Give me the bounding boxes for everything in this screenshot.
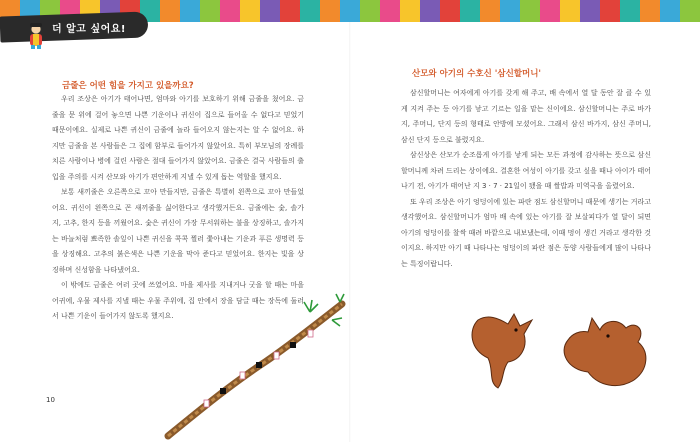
stripe-segment — [620, 0, 640, 22]
right-section-heading: 산모와 아기의 수호신 '삼신할머니' — [412, 69, 542, 79]
stripe-segment — [660, 0, 680, 22]
stripe-segment — [380, 0, 400, 22]
stripe-segment — [160, 0, 180, 22]
stripe-segment — [600, 0, 620, 22]
right-paragraph: 또 우리 조상은 아기 엉덩이에 있는 파란 점도 삼신할머니 때문에 생기는 거라고 생각했어요. 삼신할머니가 엄마 배 속에 있는 아기를 잘 보살피다가 열 달이 되면 아기의 엉덩이를 찰싹 때려 바깥으로 내보냈는데, 이때 멍이 생긴 거라고 생각한 것이지요. 하지만 아기 때 나타나는 엉덩이의 파란 점은 동양 사람들에게 많이 나타나는 특징이랍니다. — [401, 197, 651, 268]
left-section-heading: 금줄은 어떤 힘을 가지고 있을까요? — [62, 81, 194, 91]
stripe-segment — [220, 0, 240, 22]
stripe-segment — [640, 0, 660, 22]
stripe-segment — [560, 0, 580, 22]
stripe-segment — [320, 0, 340, 22]
stripe-segment — [300, 0, 320, 22]
left-paragraph: 이 밖에도 금줄은 여러 곳에 쓰였어요. 마을 제사를 지내거나 굿을 할 때는 마을 어귀에, 우물 제사를 지낼 때는 우물 주위에, 집 안에서 장을 담글 때는 장독에 둘러서 나쁜 기운이 들어가지 않도록 했지요. — [52, 281, 304, 320]
left-paragraph: 보통 새끼줄은 오른쪽으로 꼬아 만들지만, 금줄은 특별히 왼쪽으로 꼬아 만들었어요. 귀신이 왼쪽으로 꼰 새끼줄을 싫어한다고 생각했거든요. 금줄에는 숯, 솔가지, 고추, 한지 등을 끼웠어요. 숯은 귀신이 가장 무서워하는 불을 상징하고, 솔가지는 바늘처럼 뾰족한 솔잎이 나쁜 귀신을 콕콕 찔러 쫓아내는 기운과 푸른 생명력 등을 상징해요. 고추의 붉은색은 나쁜 기운을 막아 준다고 믿었어요. 한지는 빛을 상징하며 신성함을 나타냈어요. — [52, 188, 304, 274]
right-body-text — [401, 86, 651, 272]
stripe-segment — [260, 0, 280, 22]
stripe-segment — [280, 0, 300, 22]
stripe-segment — [580, 0, 600, 22]
page-number: 10 — [46, 396, 55, 404]
stripe-segment — [500, 0, 520, 22]
stripe-segment — [680, 0, 700, 22]
stripe-segment — [460, 0, 480, 22]
stripe-segment — [540, 0, 560, 22]
stripe-segment — [480, 0, 500, 22]
stripe-segment — [340, 0, 360, 22]
left-paragraph: 우리 조상은 아기가 태어나면, 엄마와 아기를 보호하기 위해 금줄을 쳤어요. 금줄을 문 위에 걸어 놓으면 나쁜 기운이나 귀신이 집으로 들어올 수 없다고 믿었기 때문이에요. 실제로 나쁜 귀신이 금줄에 놀라 들어오지 않는지는 알 수 없어요. 하지만 금줄을 본 사람들은 그 집에 함부로 들어가지 않았어요. 특히 부모님의 장례를 치른 사람이나 병에 걸린 사람은 절대 들어가지 않았어요. 금줄은 결국 사람들의 출입을 주의를 시켜 산모와 아기가 편안하게 지낼 수 있게 돕는 역할을 했지요. — [52, 95, 304, 181]
right-paragraph: 삼신상은 산모가 순조롭게 아기를 낳게 되는 모든 과정에 감사하는 뜻으로 삼신할머니께 차려 드리는 상이에요. 결혼한 여성이 아기를 갖고 싶을 때나 아이가 태어나기 전, 아기가 태어난 지 3 · 7 · 21일이 됐을 때 쌀밥과 미역국을 올렸어요. — [401, 151, 651, 190]
stripe-segment — [420, 0, 440, 22]
stripe-segment — [400, 0, 420, 22]
stripe-segment — [360, 0, 380, 22]
stripe-segment — [240, 0, 260, 22]
mascot-illustration — [26, 22, 46, 50]
right-paragraph: 삼신할머니는 여자에게 아기를 갖게 해 주고, 배 속에서 열 달 동안 잘 클 수 있게 지켜 주는 등 아기를 낳고 기르는 일을 맡는 신이에요. 삼신할머니는 주로 바가지, 주머니, 단지 등의 형태로 안방에 모셨어요. 그래서 삼신 바가지, 삼신 주머니, 삼신 단지 등으로 불렸지요. — [401, 89, 651, 144]
more-info-banner — [0, 8, 150, 44]
geumjul-rope-illustration — [160, 290, 350, 440]
gumiho-figures-illustration — [458, 290, 658, 400]
stripe-segment — [200, 0, 220, 22]
stripe-segment — [520, 0, 540, 22]
stripe-segment — [180, 0, 200, 22]
banner-title: 더 알고 싶어요! — [52, 24, 126, 35]
stripe-segment — [440, 0, 460, 22]
